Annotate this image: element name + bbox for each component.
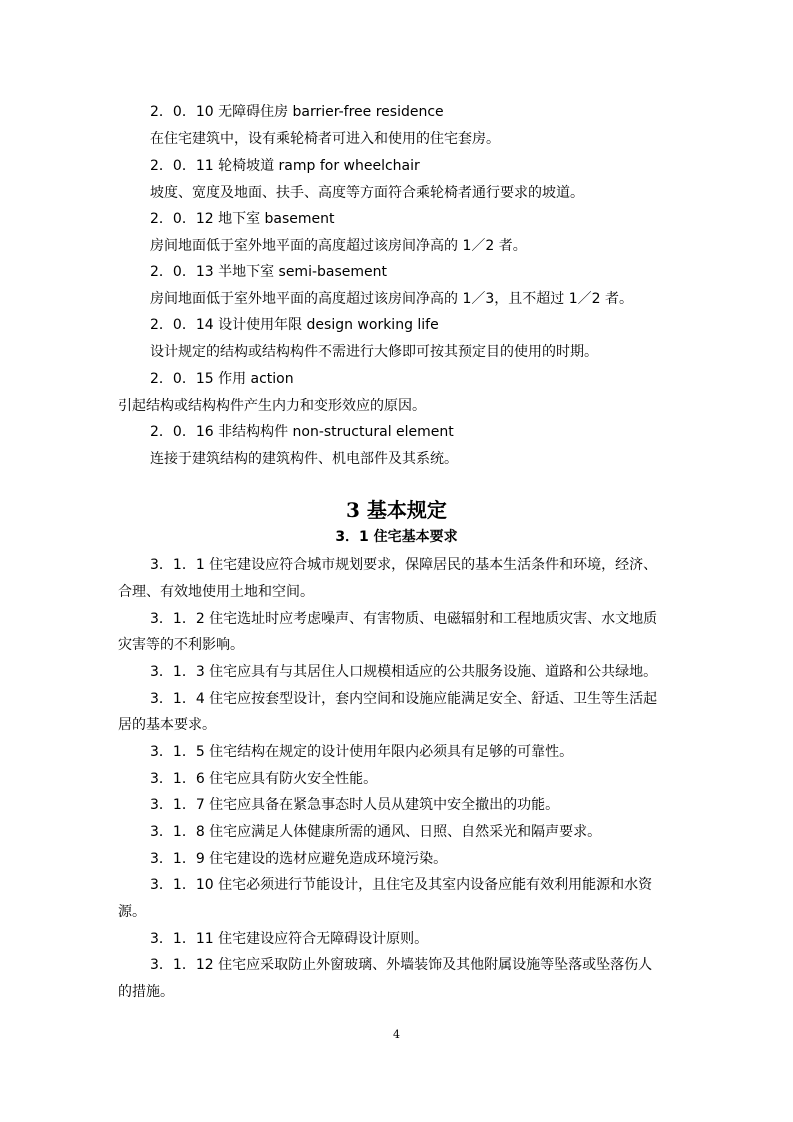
term-definition: 房间地面低于室外地平面的高度超过该房间净高的 1／2 者。 xyxy=(150,238,527,254)
clause-text: 3．1．10 住宅必须进行节能设计，且住宅及其室内设备应能有效利用能源和水资 xyxy=(150,877,653,893)
clause-continuation: 合理、有效地使用土地和空间。 xyxy=(118,584,314,600)
clause-continuation: 源。 xyxy=(118,904,146,920)
term-heading: 2．0．14 设计使用年限 design working life xyxy=(150,317,439,333)
term-heading: 2．0．16 非结构构件 non-structural element xyxy=(150,424,454,440)
clause-text: 3．1．9 住宅建设的选材应避免造成环境污染。 xyxy=(150,851,448,867)
clause-text: 3．1．12 住宅应采取防止外窗玻璃、外墙装饰及其他附属设施等坠落或坠落伤人 xyxy=(150,957,653,973)
clause-text: 3．1．8 住宅应满足人体健康所需的通风、日照、自然采光和隔声要求。 xyxy=(150,824,602,840)
term-heading: 2．0．10 无障碍住房 barrier-free residence xyxy=(150,104,444,120)
term-definition: 在住宅建筑中，设有乘轮椅者可进入和使用的住宅套房。 xyxy=(150,131,500,147)
clause-text: 3．1．6 住宅应具有防火安全性能。 xyxy=(150,771,378,787)
clause-text: 3．1．3 住宅应具有与其居住人口规模相适应的公共服务设施、道路和公共绿地。 xyxy=(150,664,658,680)
clause-text: 3．1．7 住宅应具备在紧急事态时人员从建筑中安全撤出的功能。 xyxy=(150,797,560,813)
term-definition: 引起结构或结构构件产生内力和变形效应的原因。 xyxy=(118,398,426,414)
clause-continuation: 的措施。 xyxy=(118,984,174,1000)
section-title: 3．1 住宅基本要求 xyxy=(335,529,458,545)
clause-text: 3．1．5 住宅结构在规定的设计使用年限内必须具有足够的可靠性。 xyxy=(150,744,574,760)
clause-text: 3．1．4 住宅应按套型设计，套内空间和设施应能满足安全、舒适、卫生等生活起 xyxy=(150,691,658,707)
clause-continuation: 灾害等的不利影响。 xyxy=(118,637,244,653)
chapter-title: 3 基本规定 xyxy=(346,498,447,522)
term-definition: 房间地面低于室外地平面的高度超过该房间净高的 1／3，且不超过 1／2 者。 xyxy=(150,291,633,307)
clause-continuation: 居的基本要求。 xyxy=(118,717,216,733)
clause-text: 3．1．1 住宅建设应符合城市规划要求，保障居民的基本生活条件和环境，经济、 xyxy=(150,557,658,573)
page-number: 4 xyxy=(393,1028,400,1041)
term-definition: 连接于建筑结构的建筑构件、机电部件及其系统。 xyxy=(150,451,458,467)
term-heading: 2．0．15 作用 action xyxy=(150,371,294,387)
term-heading: 2．0．12 地下室 basement xyxy=(150,211,335,227)
term-definition: 坡度、宽度及地面、扶手、高度等方面符合乘轮椅者通行要求的坡道。 xyxy=(150,185,584,201)
term-heading: 2．0．13 半地下室 semi-basement xyxy=(150,264,388,280)
term-heading: 2．0．11 轮椅坡道 ramp for wheelchair xyxy=(150,158,420,174)
clause-text: 3．1．2 住宅选址时应考虑噪声、有害物质、电磁辐射和工程地质灾害、水文地质 xyxy=(150,611,658,627)
term-definition: 设计规定的结构或结构构件不需进行大修即可按其预定目的使用的时期。 xyxy=(150,344,598,360)
clause-text: 3．1．11 住宅建设应符合无障碍设计原则。 xyxy=(150,931,429,947)
